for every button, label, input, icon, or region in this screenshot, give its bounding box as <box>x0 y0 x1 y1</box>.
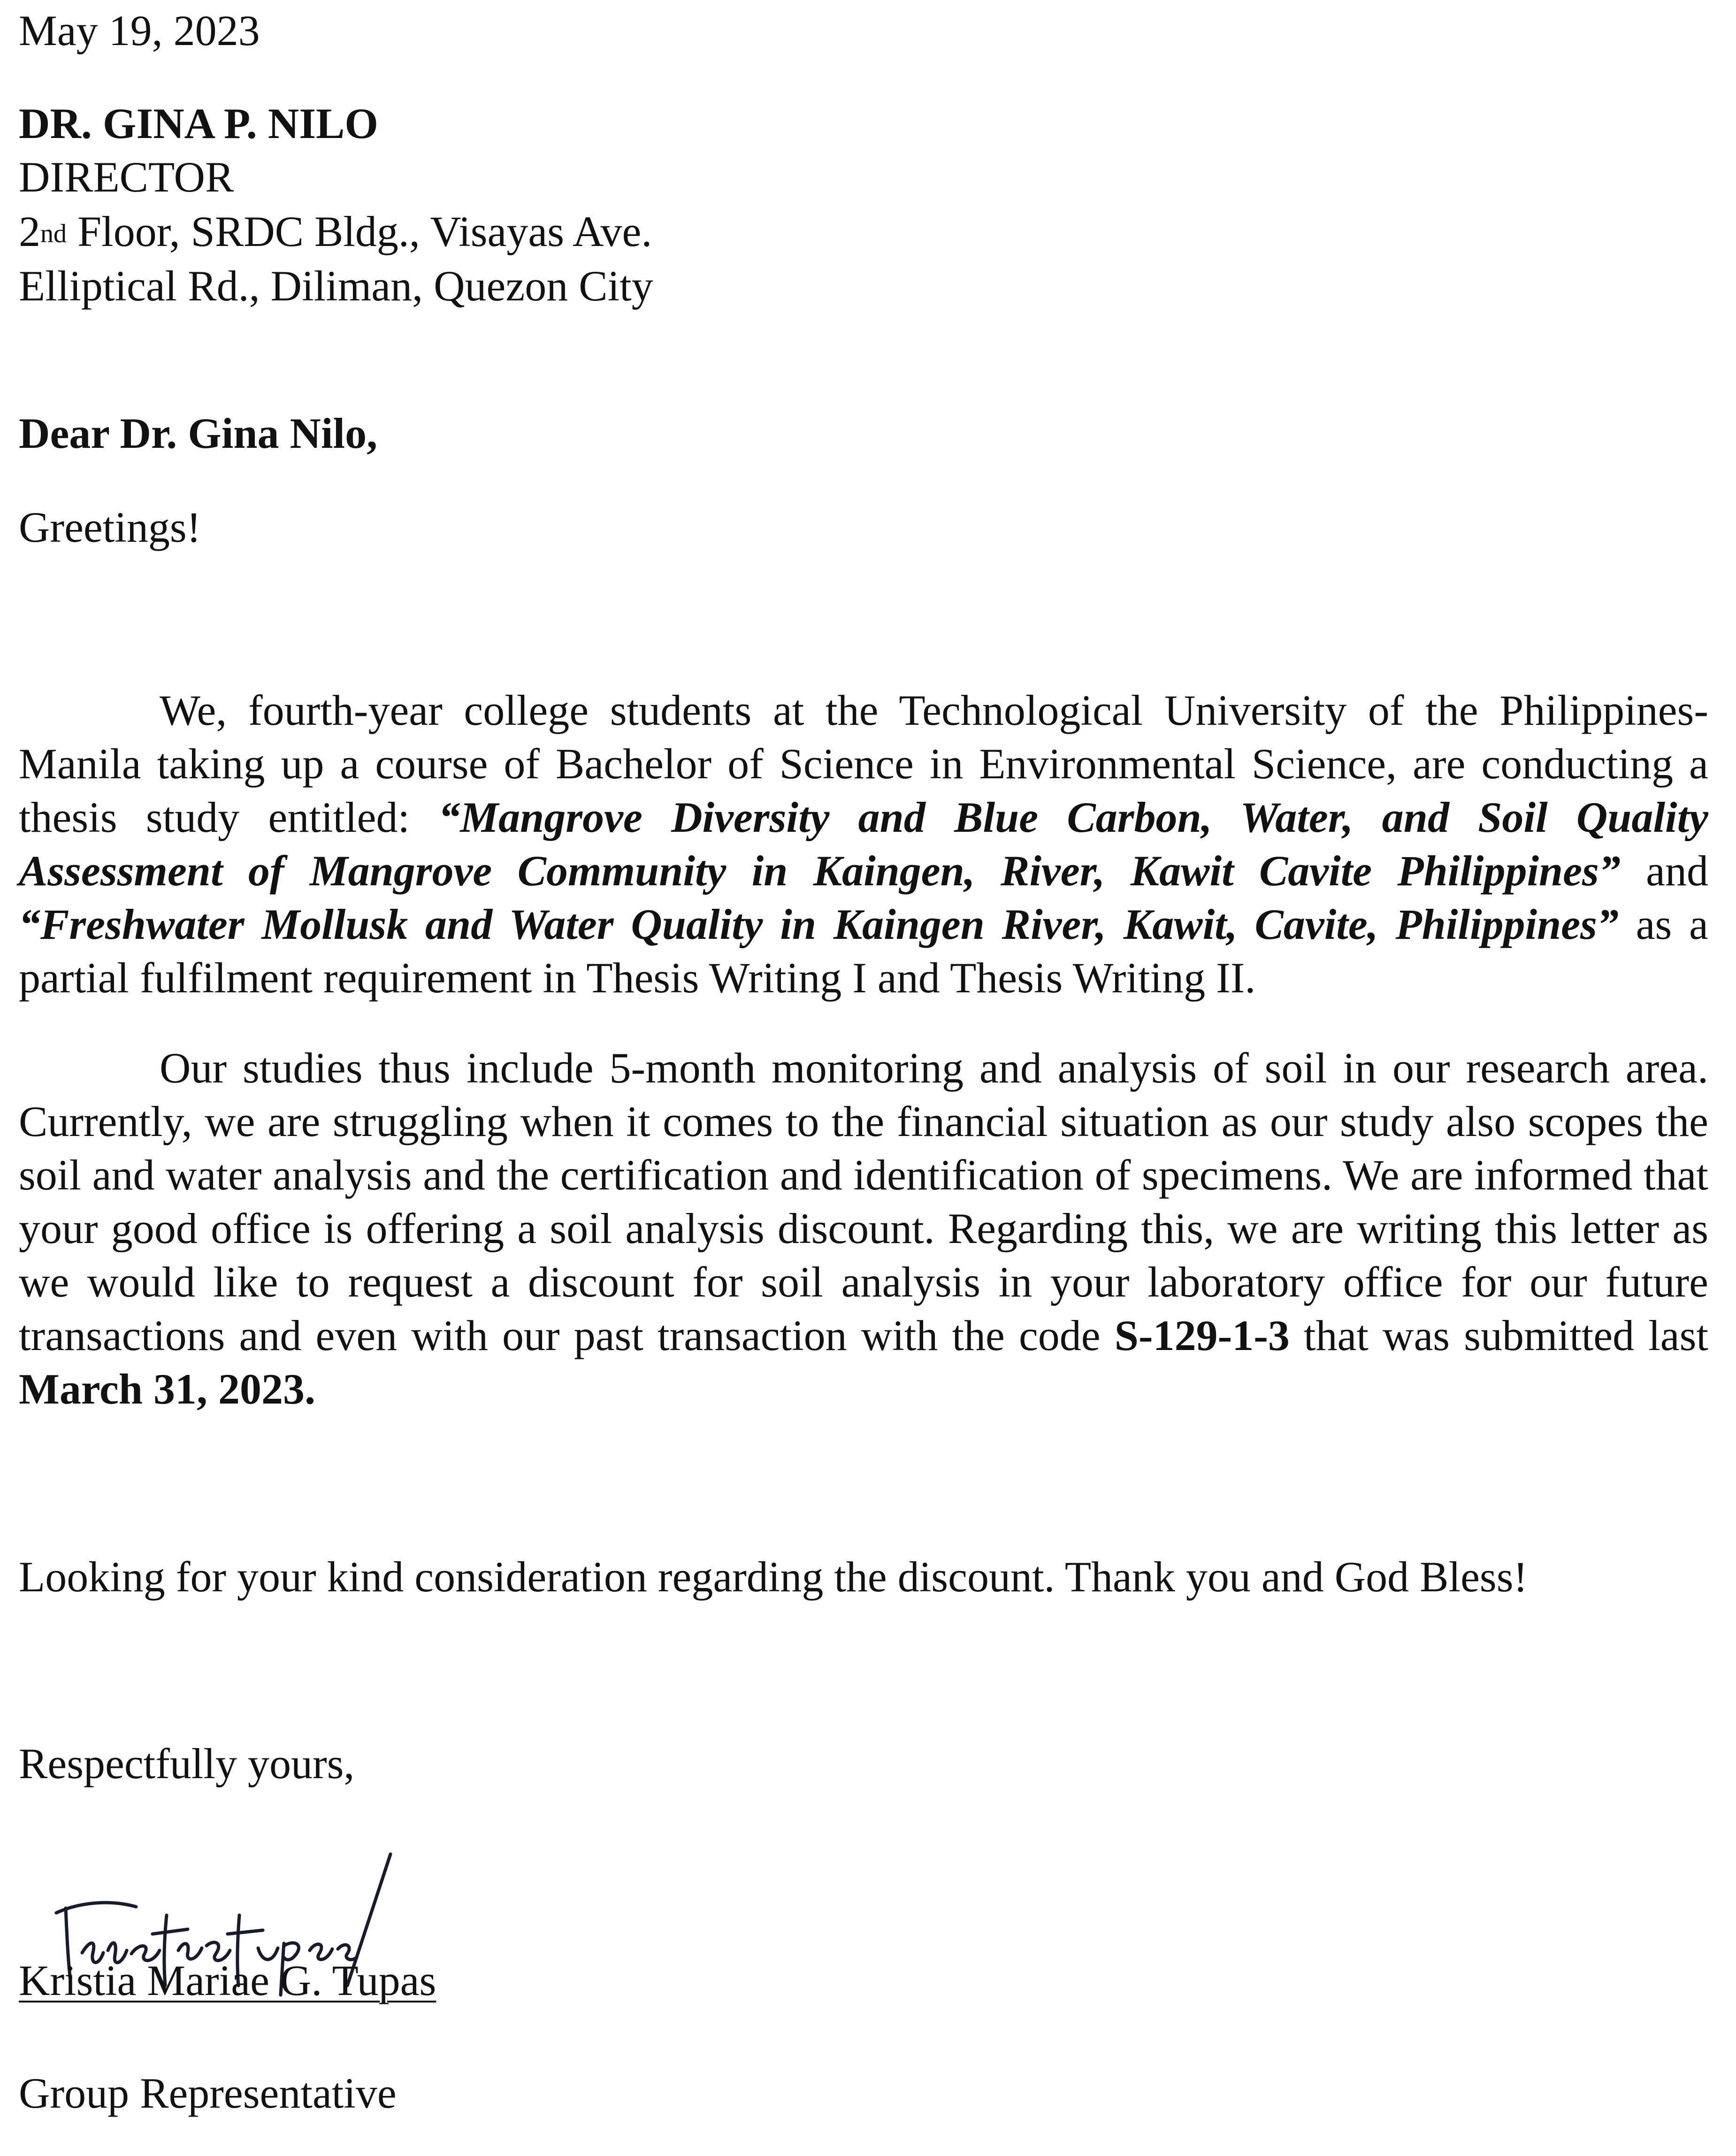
recipient-address-line1 <box>19 205 652 258</box>
recipient-name: DR. GINA P. NILO <box>19 100 378 147</box>
transaction-code: S-129-1-3 <box>1114 1312 1290 1359</box>
letter-date: May 19, 2023 <box>19 7 260 54</box>
body-paragraph-1 <box>19 683 1708 1005</box>
recipient-address-line2: Elliptical Rd., Diliman, Quezon City <box>19 262 653 310</box>
paragraph1-conjunction: and <box>1620 847 1709 895</box>
signer-role: Group Representative <box>19 2069 397 2117</box>
submission-date: March 31, 2023. <box>19 1365 316 1413</box>
address-line1-rest: Floor, SRDC Bldg., Visayas Ave. <box>67 207 652 255</box>
paragraph2-main: Our studies thus include 5-month monitoring and analysis of soil in our research area. Currently, we are struggling when it comes to the financial situation as our study also scopes the soil and water analysis and the certification and identification of specimens. We are informed that your good office is offering a soil analysis discount. Regarding this, we are writing this letter as we would like to request a discount for soil analysis in your laboratory office for our future transactions and even with our past transaction with the code <box>19 1044 1708 1359</box>
floor-ordinal: nd <box>40 219 67 248</box>
thesis-title-2: “Freshwater Mollusk and Water Quality in Kaingen River, Kawit, Cavite, Philippines” <box>19 900 1619 948</box>
paragraph1-ending: as a partial fulfilment requirement in Thesis Writing I and Thesis Writing II. <box>19 900 1708 1002</box>
salutation: Dear Dr. Gina Nilo, <box>19 409 378 457</box>
recipient-title: DIRECTOR <box>19 153 234 201</box>
signer-name-text: Kristia Mariae G. Tupas <box>19 1957 436 2004</box>
body-paragraph-2 <box>19 1041 1708 1416</box>
paragraph2-middle: that was submitted last <box>1289 1312 1708 1359</box>
thesis-title-1: “Mangrove Diversity and Blue Carbon, Water, and Soil Quality Assessment of Mangrove Community in Kaingen, River, Kawit Cavite Philippines” <box>19 793 1708 895</box>
closing-line: Looking for your kind consideration regarding the discount. Thank you and God Bless! <box>19 1553 1528 1601</box>
paragraph1-intro: We, fourth-year college students at the Technological University of the Philippines-Manila taking up a course of Bachelor of Science in Environmental Science, are conducting a thesis study entitled: <box>19 686 1708 841</box>
greeting: Greetings! <box>19 503 201 551</box>
floor-number: 2 <box>19 207 40 255</box>
valediction: Respectfully yours, <box>19 1740 355 1788</box>
signer-name <box>19 1954 436 2007</box>
